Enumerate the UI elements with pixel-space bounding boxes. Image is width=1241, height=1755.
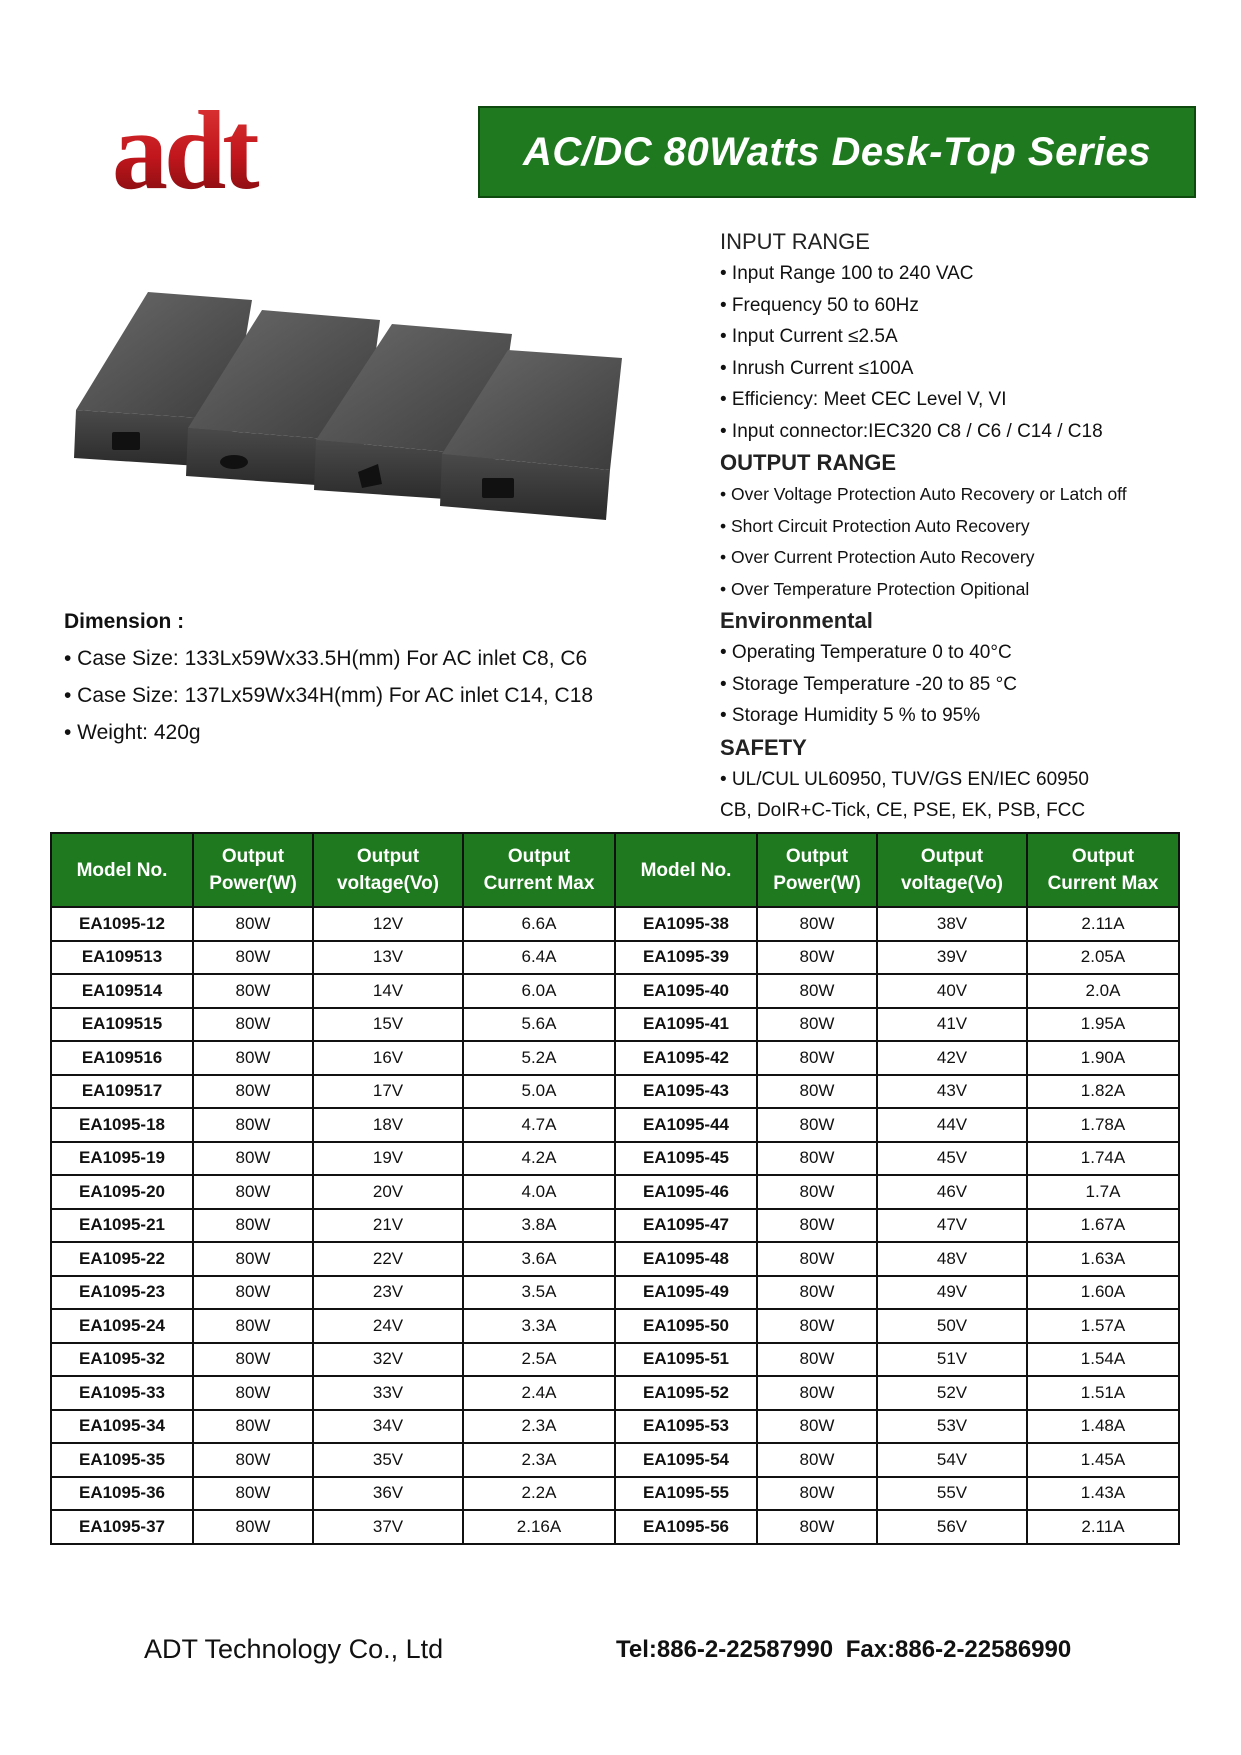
table-cell: 80W xyxy=(757,1108,877,1142)
model-cell: EA1095-54 xyxy=(615,1443,757,1477)
table-header-text: Model No. xyxy=(640,859,732,881)
table-row xyxy=(51,1242,1179,1276)
table-cell: 80W xyxy=(193,1343,313,1377)
spec-heading: Environmental xyxy=(720,608,873,633)
table-row xyxy=(51,1108,1179,1142)
model-cell: EA1095-24 xyxy=(51,1309,193,1343)
table-cell: 2.3A xyxy=(463,1410,615,1444)
specifications xyxy=(720,226,1220,827)
spec-line: • Input Current ≤2.5A xyxy=(720,326,898,347)
model-table xyxy=(50,832,1180,1545)
table-row xyxy=(51,1209,1179,1243)
table-cell: 14V xyxy=(313,974,463,1008)
table-cell: 41V xyxy=(877,1008,1027,1042)
model-cell: EA1095-56 xyxy=(615,1510,757,1544)
model-cell: EA1095-37 xyxy=(51,1510,193,1544)
spec-line: • Efficiency: Meet CEC Level V, VI xyxy=(720,389,1007,410)
table-cell: 1.63A xyxy=(1027,1242,1179,1276)
spec-heading: INPUT RANGE xyxy=(720,229,870,254)
table-cell: 80W xyxy=(757,1443,877,1477)
table-cell: 13V xyxy=(313,941,463,975)
table-cell: 80W xyxy=(757,1142,877,1176)
table-cell: 80W xyxy=(757,1276,877,1310)
table-cell: 17V xyxy=(313,1075,463,1109)
table-header-cell xyxy=(193,833,313,907)
spec-line: • Input connector:IEC320 C8 / C6 / C14 / C18 xyxy=(720,420,1103,442)
table-cell: 1.90A xyxy=(1027,1041,1179,1075)
table-cell: 23V xyxy=(313,1276,463,1310)
model-cell: EA1095-49 xyxy=(615,1276,757,1310)
table-row xyxy=(51,974,1179,1008)
table-cell: 15V xyxy=(313,1008,463,1042)
table-cell: 1.74A xyxy=(1027,1142,1179,1176)
table-cell: 40V xyxy=(877,974,1027,1008)
model-cell: EA1095-52 xyxy=(615,1376,757,1410)
model-cell: EA109514 xyxy=(51,974,193,1008)
table-header-cell xyxy=(313,833,463,907)
table-cell: 34V xyxy=(313,1410,463,1444)
table-cell: 80W xyxy=(193,974,313,1008)
table-cell: 3.5A xyxy=(463,1276,615,1310)
table-cell: 80W xyxy=(193,1276,313,1310)
spec-line: • UL/CUL UL60950, TUV/GS EN/IEC 60950 xyxy=(720,768,1089,790)
spec-line: • Operating Temperature 0 to 40°C xyxy=(720,642,1012,663)
table-cell: 3.8A xyxy=(463,1209,615,1243)
table-row xyxy=(51,1175,1179,1209)
table-cell: 22V xyxy=(313,1242,463,1276)
spec-heading: OUTPUT RANGE xyxy=(720,450,896,475)
table-cell: 80W xyxy=(757,1343,877,1377)
model-cell: EA1095-12 xyxy=(51,907,193,941)
table-header-cell xyxy=(757,833,877,907)
spec-line: • Inrush Current ≤100A xyxy=(720,357,914,379)
model-cell: EA109517 xyxy=(51,1075,193,1109)
table-header-text: Output xyxy=(785,846,849,867)
table-cell: 80W xyxy=(193,1242,313,1276)
table-cell: 54V xyxy=(877,1443,1027,1477)
table-cell: 51V xyxy=(877,1343,1027,1377)
table-row xyxy=(51,941,1179,975)
table-cell: 1.43A xyxy=(1027,1477,1179,1511)
table-cell: 80W xyxy=(193,1443,313,1477)
table-cell: 33V xyxy=(313,1376,463,1410)
table-header-text: Output xyxy=(356,846,420,867)
table-cell: 80W xyxy=(757,907,877,941)
model-cell: EA1095-39 xyxy=(615,941,757,975)
table-cell: 4.2A xyxy=(463,1142,615,1176)
model-cell: EA1095-20 xyxy=(51,1175,193,1209)
spec-line: • Over Current Protection Auto Recovery xyxy=(720,547,1035,567)
table-cell: 80W xyxy=(757,1477,877,1511)
table-cell: 80W xyxy=(757,1041,877,1075)
table-cell: 80W xyxy=(193,1108,313,1142)
table-header-cell xyxy=(463,833,615,907)
table-cell: 1.82A xyxy=(1027,1075,1179,1109)
table-row xyxy=(51,1309,1179,1343)
table-cell: 80W xyxy=(193,1075,313,1109)
table-cell: 80W xyxy=(757,1410,877,1444)
model-cell: EA1095-22 xyxy=(51,1242,193,1276)
table-cell: 80W xyxy=(757,1075,877,1109)
table-header-row xyxy=(51,833,1179,907)
table-cell: 2.3A xyxy=(463,1443,615,1477)
table-cell: 44V xyxy=(877,1108,1027,1142)
table-cell: 39V xyxy=(877,941,1027,975)
spec-heading: SAFETY xyxy=(720,734,807,760)
model-cell: EA1095-46 xyxy=(615,1175,757,1209)
spec-line: CB, DoIR+C-Tick, CE, PSE, EK, PSB, FCC xyxy=(720,800,1086,821)
table-cell: 80W xyxy=(193,1510,313,1544)
model-cell: EA1095-23 xyxy=(51,1276,193,1310)
table-row xyxy=(51,1041,1179,1075)
table-cell: 80W xyxy=(193,1142,313,1176)
table-cell: 1.7A xyxy=(1027,1175,1179,1209)
table-cell: 50V xyxy=(877,1309,1027,1343)
model-cell: EA1095-44 xyxy=(615,1108,757,1142)
table-cell: 2.11A xyxy=(1027,1510,1179,1544)
table-cell: 1.67A xyxy=(1027,1209,1179,1243)
logo-text: adt xyxy=(112,96,256,206)
table-row xyxy=(51,1510,1179,1544)
table-row xyxy=(51,1276,1179,1310)
model-cell: EA1095-40 xyxy=(615,974,757,1008)
model-cell: EA1095-38 xyxy=(615,907,757,941)
table-cell: 56V xyxy=(877,1510,1027,1544)
table-cell: 38V xyxy=(877,907,1027,941)
table-cell: 80W xyxy=(193,1209,313,1243)
table-header-text: Power(W) xyxy=(209,873,297,894)
table-header-text: voltage(Vo) xyxy=(336,873,440,894)
table-cell: 2.5A xyxy=(463,1343,615,1377)
table-cell: 46V xyxy=(877,1175,1027,1209)
table-cell: 45V xyxy=(877,1142,1027,1176)
table-header-cell xyxy=(615,833,757,907)
table-cell: 6.6A xyxy=(463,907,615,941)
table-row xyxy=(51,1075,1179,1109)
table-cell: 80W xyxy=(193,941,313,975)
table-cell: 48V xyxy=(877,1242,1027,1276)
table-cell: 4.7A xyxy=(463,1108,615,1142)
table-cell: 2.0A xyxy=(1027,974,1179,1008)
table-cell: 36V xyxy=(313,1477,463,1511)
table-header-text: Current Max xyxy=(483,873,595,894)
model-cell: EA1095-43 xyxy=(615,1075,757,1109)
table-cell: 1.45A xyxy=(1027,1443,1179,1477)
table-cell: 37V xyxy=(313,1510,463,1544)
table-cell: 80W xyxy=(193,1041,313,1075)
table-header-text: Output xyxy=(221,846,285,867)
table-cell: 1.57A xyxy=(1027,1309,1179,1343)
table-row xyxy=(51,1343,1179,1377)
model-cell: EA1095-48 xyxy=(615,1242,757,1276)
table-cell: 1.95A xyxy=(1027,1008,1179,1042)
dimension-line: • Weight: 420g xyxy=(64,721,201,744)
spec-line: • Over Temperature Protection Opitional xyxy=(720,578,1030,599)
table-header-text: voltage(Vo) xyxy=(900,873,1004,894)
spec-line: • Storage Temperature -20 to 85 °C xyxy=(720,673,1017,695)
dimension-line: • Case Size: 137Lx59Wx34H(mm) For AC inlet C14, C18 xyxy=(64,684,594,707)
model-cell: EA1095-32 xyxy=(51,1343,193,1377)
table-header-text: Power(W) xyxy=(773,873,861,894)
adt-logo xyxy=(112,96,352,206)
table-cell: 5.2A xyxy=(463,1041,615,1075)
title-banner xyxy=(478,106,1196,198)
model-cell: EA1095-51 xyxy=(615,1343,757,1377)
model-cell: EA1095-18 xyxy=(51,1108,193,1142)
model-cell: EA109515 xyxy=(51,1008,193,1042)
product-image xyxy=(62,280,642,560)
table-row xyxy=(51,1008,1179,1042)
footer-contact: Tel:886-2-22587990 Fax:886-2-22586990 xyxy=(616,1636,1072,1663)
table-header-text: Output xyxy=(1071,846,1135,867)
table-cell: 2.11A xyxy=(1027,907,1179,941)
table-row xyxy=(51,1410,1179,1444)
table-cell: 35V xyxy=(313,1443,463,1477)
model-cell: EA109513 xyxy=(51,941,193,975)
table-cell: 80W xyxy=(757,1175,877,1209)
dimension-block xyxy=(64,604,704,751)
table-cell: 1.54A xyxy=(1027,1343,1179,1377)
table-row xyxy=(51,1443,1179,1477)
table-cell: 5.6A xyxy=(463,1008,615,1042)
table-cell: 1.51A xyxy=(1027,1376,1179,1410)
table-header-text: Output xyxy=(920,846,984,867)
table-cell: 80W xyxy=(193,1008,313,1042)
table-cell: 3.6A xyxy=(463,1242,615,1276)
table-cell: 1.60A xyxy=(1027,1276,1179,1310)
table-row xyxy=(51,1477,1179,1511)
table-cell: 80W xyxy=(757,1510,877,1544)
table-header-cell xyxy=(51,833,193,907)
table-cell: 52V xyxy=(877,1376,1027,1410)
table-cell: 2.05A xyxy=(1027,941,1179,975)
table-cell: 47V xyxy=(877,1209,1027,1243)
table-cell: 53V xyxy=(877,1410,1027,1444)
table-row xyxy=(51,1142,1179,1176)
spec-line: • Frequency 50 to 60Hz xyxy=(720,294,919,316)
table-cell: 5.0A xyxy=(463,1075,615,1109)
footer-company: ADT Technology Co., Ltd xyxy=(144,1634,444,1664)
table-cell: 12V xyxy=(313,907,463,941)
table-cell: 18V xyxy=(313,1108,463,1142)
model-cell: EA1095-45 xyxy=(615,1142,757,1176)
table-cell: 80W xyxy=(193,1376,313,1410)
table-cell: 80W xyxy=(757,1242,877,1276)
spec-line: • Input Range 100 to 240 VAC xyxy=(720,263,974,284)
table-header-text: Model No. xyxy=(76,859,168,881)
table-header-text: Output xyxy=(507,846,571,867)
dimension-heading: Dimension : xyxy=(64,610,185,633)
table-cell: 16V xyxy=(313,1041,463,1075)
table-cell: 32V xyxy=(313,1343,463,1377)
table-cell: 80W xyxy=(193,907,313,941)
table-cell: 2.16A xyxy=(463,1510,615,1544)
table-cell: 42V xyxy=(877,1041,1027,1075)
dimension-line: • Case Size: 133Lx59Wx33.5H(mm) For AC inlet C8, C6 xyxy=(64,647,588,670)
table-cell: 2.4A xyxy=(463,1376,615,1410)
table-header-cell xyxy=(1027,833,1179,907)
table-cell: 80W xyxy=(757,1376,877,1410)
spec-line: • Short Circuit Protection Auto Recovery xyxy=(720,515,1030,536)
model-cell: EA1095-41 xyxy=(615,1008,757,1042)
table-cell: 1.78A xyxy=(1027,1108,1179,1142)
table-cell: 21V xyxy=(313,1209,463,1243)
table-cell: 80W xyxy=(193,1477,313,1511)
model-cell: EA1095-42 xyxy=(615,1041,757,1075)
table-cell: 80W xyxy=(193,1410,313,1444)
table-cell: 2.2A xyxy=(463,1477,615,1511)
model-cell: EA1095-53 xyxy=(615,1410,757,1444)
model-cell: EA1095-55 xyxy=(615,1477,757,1511)
model-cell: EA1095-50 xyxy=(615,1309,757,1343)
table-row xyxy=(51,907,1179,941)
model-cell: EA1095-35 xyxy=(51,1443,193,1477)
model-cell: EA1095-47 xyxy=(615,1209,757,1243)
table-cell: 3.3A xyxy=(463,1309,615,1343)
spec-line: • Over Voltage Protection Auto Recovery or Latch off xyxy=(720,484,1127,504)
table-row xyxy=(51,1376,1179,1410)
table-cell: 80W xyxy=(757,974,877,1008)
table-cell: 80W xyxy=(757,1309,877,1343)
table-cell: 55V xyxy=(877,1477,1027,1511)
table-cell: 6.0A xyxy=(463,974,615,1008)
table-cell: 1.48A xyxy=(1027,1410,1179,1444)
table-header-cell xyxy=(877,833,1027,907)
model-cell: EA1095-21 xyxy=(51,1209,193,1243)
page-title: AC/DC 80Watts Desk-Top Series xyxy=(522,129,1151,174)
model-cell: EA1095-34 xyxy=(51,1410,193,1444)
table-cell: 49V xyxy=(877,1276,1027,1310)
table-cell: 80W xyxy=(757,941,877,975)
table-cell: 80W xyxy=(193,1175,313,1209)
table-cell: 24V xyxy=(313,1309,463,1343)
table-cell: 4.0A xyxy=(463,1175,615,1209)
model-cell: EA109516 xyxy=(51,1041,193,1075)
table-cell: 43V xyxy=(877,1075,1027,1109)
spec-line: • Storage Humidity 5 % to 95% xyxy=(720,705,981,726)
table-cell: 80W xyxy=(757,1209,877,1243)
table-cell: 80W xyxy=(193,1309,313,1343)
model-cell: EA1095-36 xyxy=(51,1477,193,1511)
table-cell: 19V xyxy=(313,1142,463,1176)
table-cell: 80W xyxy=(757,1008,877,1042)
model-cell: EA1095-33 xyxy=(51,1376,193,1410)
model-cell: EA1095-19 xyxy=(51,1142,193,1176)
table-cell: 6.4A xyxy=(463,941,615,975)
table-header-text: Current Max xyxy=(1047,873,1159,894)
table-cell: 20V xyxy=(313,1175,463,1209)
